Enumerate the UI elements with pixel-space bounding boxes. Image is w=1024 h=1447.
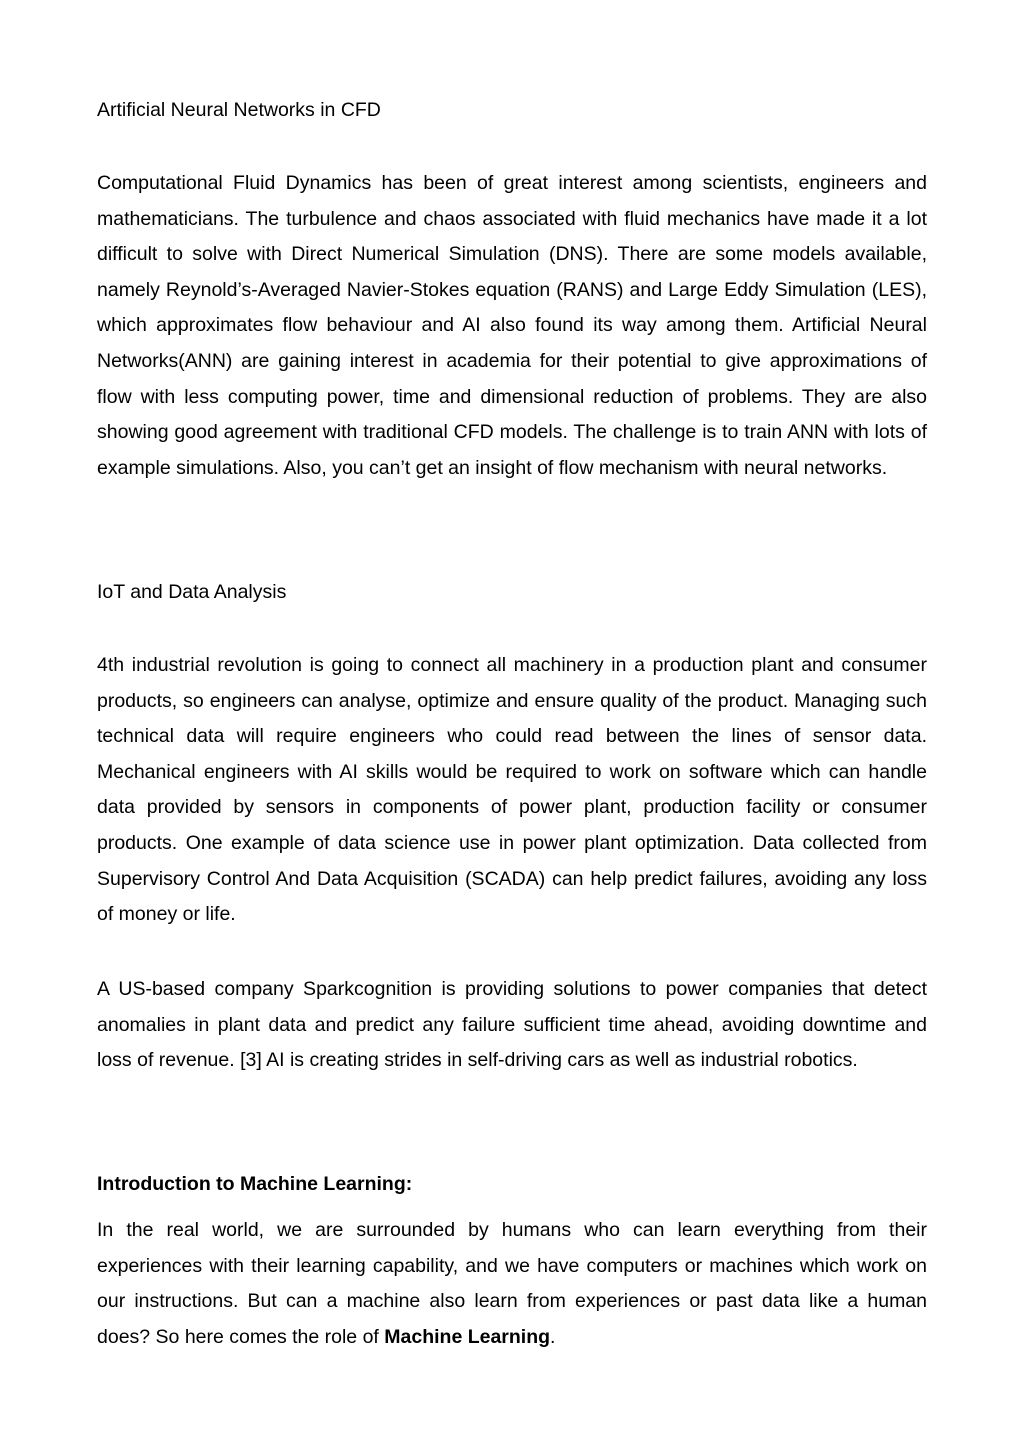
section-heading-iot: IoT and Data Analysis (97, 581, 287, 603)
paragraph-sparkcognition: A US-based company Sparkcognition is providing solutions to power companies that detect anomalies in plant data and predict any failure sufficient time ahead, avoiding downtime and loss of revenue. [3] AI is creating strides in self-driving cars as well as industrial robotics. (97, 978, 927, 1072)
section-heading-machine-learning: Introduction to Machine Learning: (97, 1173, 413, 1195)
paragraph-cfd: Computational Fluid Dynamics has been of great interest among scientists, engineers and mathematicians. The turbulence and chaos associated with fluid mechanics have made it a lot difficult to solve with Direct Numerical Simulation (DNS). There are some models available, namely Reynold’s-Averaged Navier-Stokes equation (RANS) and Large Eddy Simulation (LES), which approximates flow behaviour and AI also found its way among them. Artificial Neural Networks(ANN) are gaining interest in academia for their potential to give approximations of flow with less computing power, time and dimensional reduction of problems. They are also showing good agreement with traditional CFD models. The challenge is to train ANN with lots of example simulations. Also, you can’t get an insight of flow mechanism with neural networks. (97, 172, 927, 479)
paragraph-ml-lead: In the real world, we are surrounded by humans who can learn everything from their experiences with their learning capability, and we have computers or machines which work on our instructions. But can a machine also learn from experiences or past data like a human does? So here comes the role of (97, 1219, 927, 1348)
paragraph-machine-learning (97, 1213, 927, 1355)
paragraph-ml-tail: . (550, 1325, 556, 1348)
paragraph-ml-bold-term: Machine Learning (384, 1325, 551, 1348)
paragraph-iot: 4th industrial revolution is going to connect all machinery in a production plant and consumer products, so engineers can analyse, optimize and ensure quality of the product. Managing such technical data will require engineers who could read between the lines of sensor data. Mechanical engineers with AI skills would be required to work on software which can handle data provided by sensors in components of power plant, production facility or consumer products. One example of data science use in power plant optimization. Data collected from Supervisory Control And Data Acquisition (SCADA) can help predict failures, avoiding any loss of money or life. (97, 654, 927, 926)
section-heading-ann-cfd: Artificial Neural Networks in CFD (97, 99, 381, 121)
